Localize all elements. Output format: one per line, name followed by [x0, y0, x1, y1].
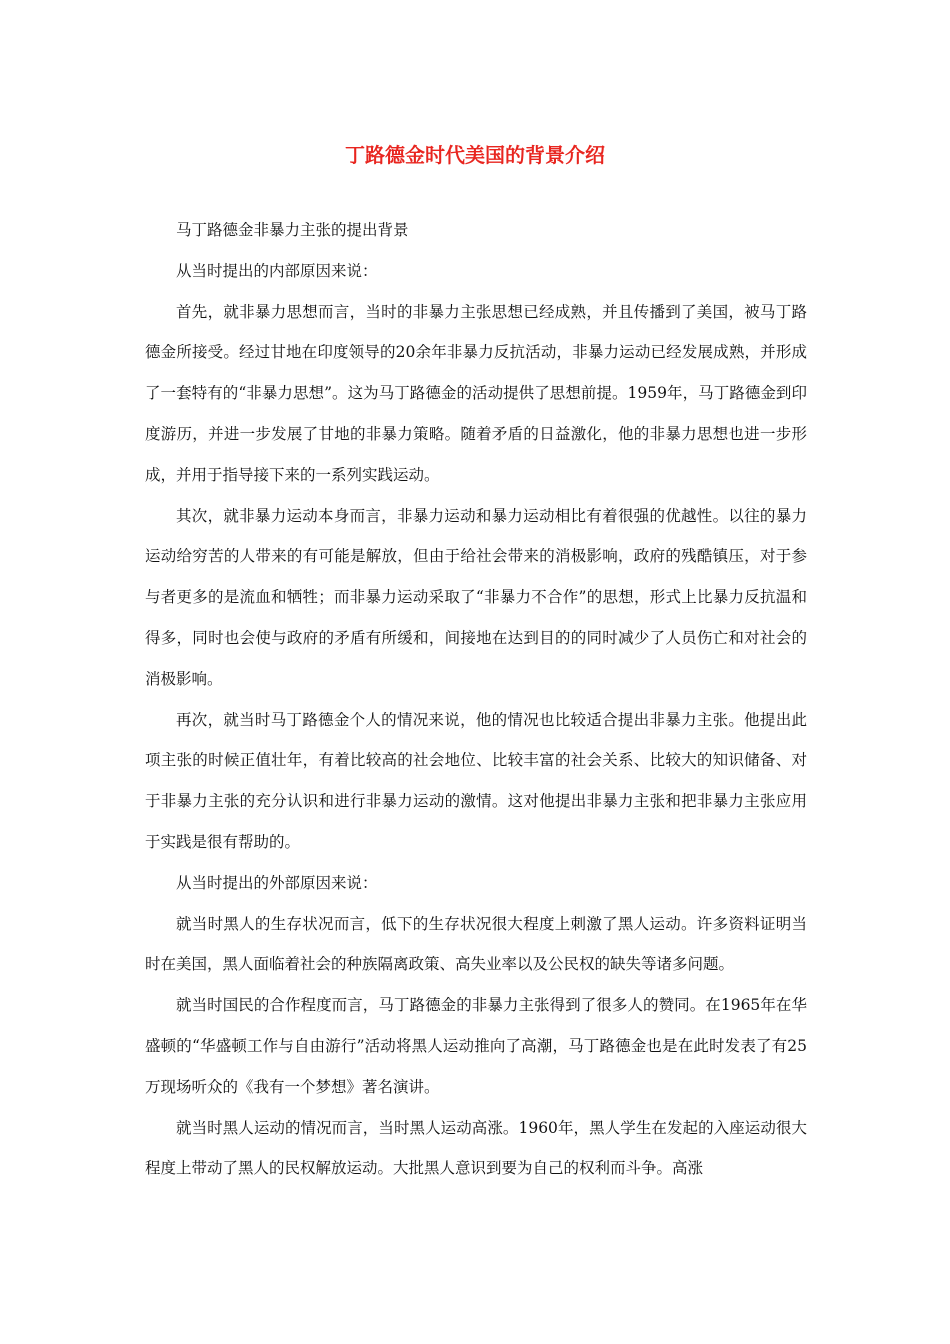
body-paragraph: 马丁路德金非暴力主张的提出背景 — [176, 221, 409, 239]
body-paragraph: 再次，就当时马丁路德金个人的情况来说，他的情况也比较适合提出非暴力主张。他提出此项主张的时候正值壮年，有着比较高的社会地位、比较丰富的社会关系、比较大的知识储备、对于非暴力主张的充分认识和进行非暴力运动的激情。这对他提出非暴力主张和把非暴力主张应用于实践是很有帮助的。 — [145, 710, 807, 851]
body-paragraph: 从当时提出的内部原因来说： — [176, 261, 378, 280]
body-paragraph: 首先，就非暴力思想而言，当时的非暴力主张思想已经成熟，并且传播到了美国，被马丁路德金所接受。经过甘地在印度领导的20余年非暴力反抗活动，非暴力运动已经发展成熟，并形成了一套特有的“非暴力思想”。这为马丁路德金的活动提供了思想前提。1959年，马丁路德金到印度游历，并进一步发展了甘地的非暴力策略。随着矛盾的日益激化，他的非暴力思想也进一步形成，并用于指导接下来的一系列实践运动。 — [145, 302, 807, 484]
body-paragraph: 就当时黑人的生存状况而言，低下的生存状况很大程度上刺激了黑人运动。许多资料证明当时在美国，黑人面临着社会的种族隔离政策、高失业率以及公民权的缺失等诸多问题。 — [145, 914, 807, 974]
body-paragraph: 就当时国民的合作程度而言，马丁路德金的非暴力主张得到了很多人的赞同。在1965年在华盛顿的“华盛顿工作与自由游行”活动将黑人运动推向了高潮，马丁路德金也是在此时发表了有25万现场听众的《我有一个梦想》著名演讲。 — [145, 996, 807, 1096]
document-title: 丁路德金时代美国的背景介绍 — [345, 143, 605, 167]
body-paragraph: 从当时提出的外部原因来说： — [176, 873, 378, 892]
body-paragraph: 其次，就非暴力运动本身而言，非暴力运动和暴力运动相比有着很强的优越性。以往的暴力运动给穷苦的人带来的有可能是解放，但由于给社会带来的消极影响，政府的残酷镇压，对于参与者更多的是流血和牺牲；而非暴力运动采取了“非暴力不合作”的思想，形式上比暴力反抗温和得多，同时也会使与政府的矛盾有所缓和，间接地在达到目的的同时减少了人员伤亡和对社会的消极影响。 — [145, 506, 807, 688]
body-paragraph: 就当时黑人运动的情况而言，当时黑人运动高涨。1960年，黑人学生在发起的入座运动很大程度上带动了黑人的民权解放运动。大批黑人意识到要为自己的权利而斗争。高涨 — [145, 1118, 807, 1178]
document-body — [145, 210, 807, 1189]
